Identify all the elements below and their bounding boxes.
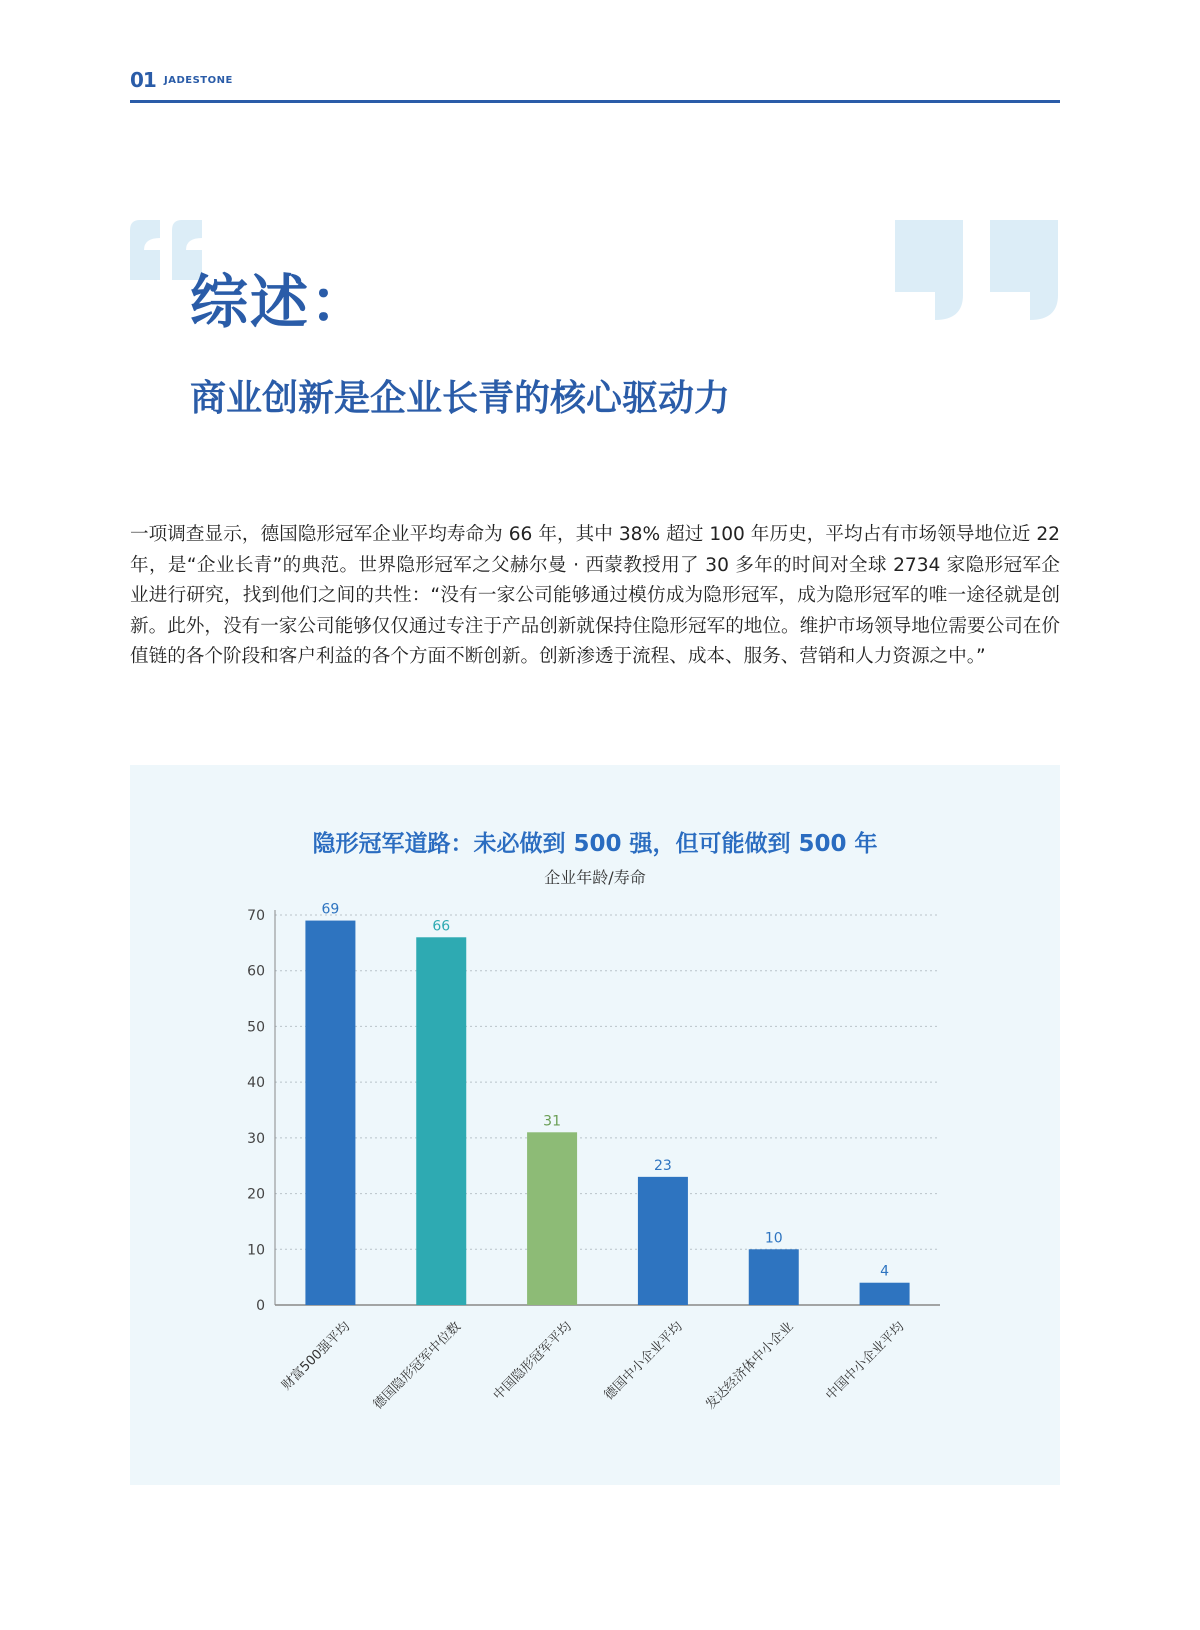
data-label: 31 [543,1113,561,1130]
y-tick-label: 30 [247,1130,265,1147]
page-header [130,66,1060,106]
category-label: 发达经济体中小企业 [703,1319,797,1413]
data-label: 4 [880,1263,890,1280]
category-label: 财富500强平均 [279,1319,354,1394]
close-quote-icon [895,220,1060,325]
category-label: 德国隐形冠军中位数 [370,1319,465,1413]
page-subtitle: 商业创新是企业长青的核心驱动力 [190,378,731,419]
bar [305,921,355,1305]
y-tick-label: 40 [247,1075,265,1092]
y-tick-label: 20 [247,1186,265,1203]
brand-name: JADESTONE [164,75,233,86]
chart-subtitle: 企业年龄/寿命 [544,868,646,887]
chart-panel [130,765,1060,1485]
y-tick-label: 50 [247,1019,265,1036]
bar [527,1132,577,1305]
page-title: 综述： [190,268,371,336]
bar [749,1249,799,1305]
y-tick-label: 70 [247,908,265,924]
bar [638,1177,688,1305]
bar [416,937,466,1305]
data-label: 10 [764,1230,783,1247]
page-number: 01 [130,68,156,92]
body-paragraph: 一项调查显示，德国隐形冠军企业平均寿命为 66 年，其中 38% 超过 100 年历史，平均占有市场领导地位近 22 年，是“企业长青”的典范。世界隐形冠军之父赫尔曼 · 西蒙教授用了 30 多年的时间对全球 2734 家隐形冠军企业进行研究，找到他们之间的共性：“没有一家公司能够通过模仿成为隐形冠军，成为隐形冠军的唯一途径就是创新。此外，没有一家公司能够仅仅通过专注于产品创新就保持住隐形冠军的地位。维护市场领导地位需要公司在价值链的各个阶段和客户利益的各个方面不断创新。创新渗透于流程、成本、服务、营销和人力资源之中。” [130,524,1060,667]
y-tick-label: 0 [256,1298,265,1314]
category-label: 中国中小企业平均 [823,1319,908,1404]
y-tick-label: 60 [247,963,265,980]
category-label: 德国中小企业平均 [601,1319,686,1404]
category-label: 中国隐形冠军平均 [490,1319,575,1404]
data-label: 66 [432,918,451,935]
data-label: 69 [321,901,340,918]
chart-title: 隐形冠军道路：未必做到 500 强，但可能做到 500 年 [312,831,878,857]
bar-chart [130,765,1060,1485]
header-divider [130,100,1060,103]
data-label: 23 [654,1157,672,1174]
bar [860,1283,910,1305]
y-tick-label: 10 [247,1242,265,1259]
